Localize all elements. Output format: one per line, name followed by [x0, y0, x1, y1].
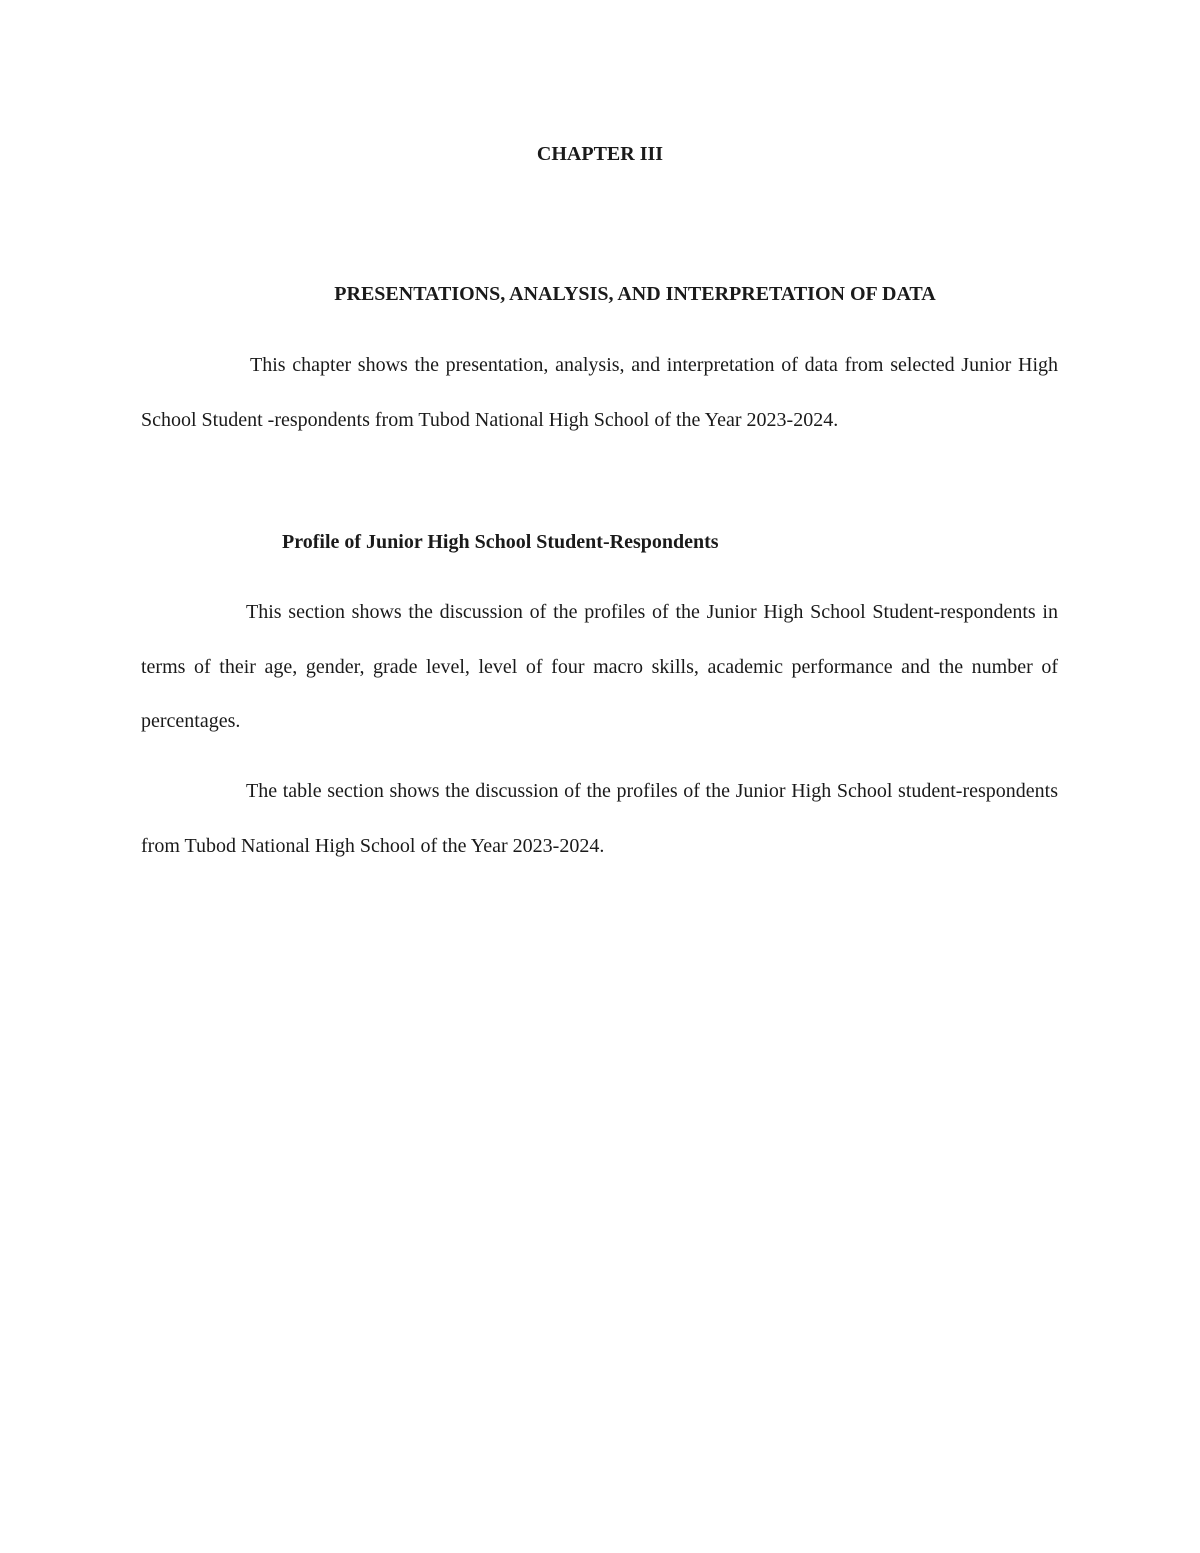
- table-paragraph: The table section shows the discussion of the profiles of the Junior High School student-respondents from Tubod National High School of the Year 2023-2024.: [141, 780, 1058, 857]
- intro-paragraph: This chapter shows the presentation, analysis, and interpretation of data from selected Junior High School Student -respondents from Tubod National High School of the Year 2023-2024.: [141, 354, 1058, 431]
- chapter-title: PRESENTATIONS, ANALYSIS, AND INTERPRETATION OF DATA: [334, 283, 936, 305]
- chapter-label: CHAPTER III: [536, 143, 664, 165]
- section-heading: Profile of Junior High School Student-Respondents: [282, 531, 719, 553]
- profile-paragraph: This section shows the discussion of the profiles of the Junior High School Student-respondents in terms of their age, gender, grade level, level of four macro skills, academic performance and the number of percentages.: [141, 601, 1058, 732]
